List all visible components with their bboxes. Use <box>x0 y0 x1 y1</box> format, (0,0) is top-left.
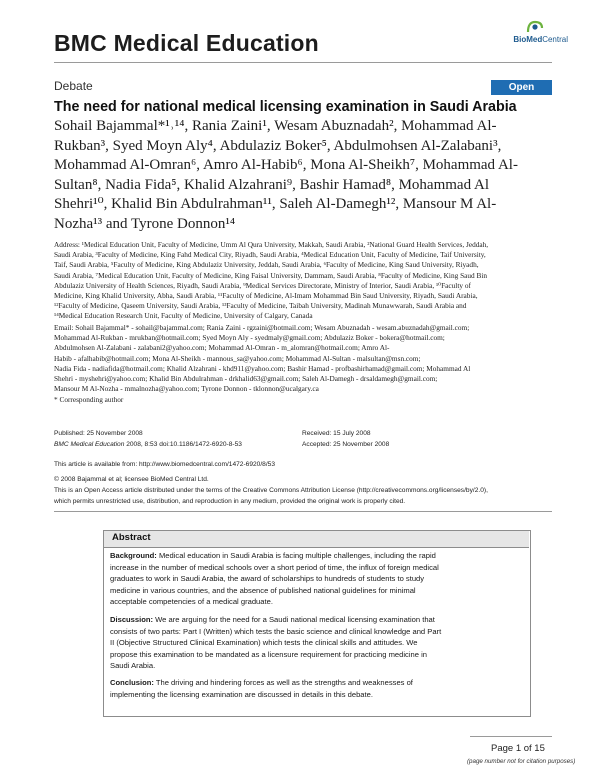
author-line: Nozha¹³ and Tyrone Donnon¹⁴ <box>54 215 236 232</box>
author-line: Sultan⁸, Nadia Fida⁵, Khalid Alzahrani⁹, Bashir Hamad⁸, Mohammad Al <box>54 176 490 193</box>
page-number: Page 1 of 15 <box>491 743 545 754</box>
email-line[interactable]: Mansour M Al-Nozha - mmalnozha@yahoo.com; Tyrone Donnon - tklonnon@ucalgary.ca <box>54 384 319 394</box>
email-line[interactable]: Nadia Fida - nadiafida@hotmail.com; Khalid Alzahrani - khd911@yahoo.com; Bashir Hamad - profbashirhamad@gmail.com; Mohammad Al <box>54 363 471 373</box>
affiliation-line: Saudi Arabia, ³Faculty of Medicine, King Fahd Medical City, Riyadh, Saudi Arabia, ⁴Medical Education Unit, Faculty of Medicine, Taif University, <box>54 250 486 260</box>
abstract-heading: Abstract <box>112 532 151 543</box>
corresponding-author-note: * Corresponding author <box>54 395 124 405</box>
biomed-central-logo <box>498 19 568 51</box>
author-line: Mohammad Al-Omran⁶, Amro Al-Habib⁶, Mona Al-Sheikh⁷, Mohammad Al- <box>54 157 518 174</box>
abstract-line: propose this examination to be mandated as a licensure requirement for practicing medicine in <box>110 649 428 659</box>
affiliation-line: Address: ¹Medical Education Unit, Faculty of Medicine, Umm Al Qura University, Makkah, Saudi Arabia, ²National Guard Health Services, Jeddah, <box>54 240 489 249</box>
email-line[interactable]: Shehri - myshehri@yahoo.com; Khalid Bin Abdulrahman - drkhalid63@gmail.com; Saleh Al-Damegh - drsaldamegh@gmail.com; <box>54 374 438 384</box>
email-line[interactable]: Mohammad Al-Rukban - mrukban@hotmail.com; Syed Moyn Aly - syedmaly@gmail.com; Abdulaziz Boker - bokera@hotmail.com; <box>54 333 445 343</box>
abstract-line: Conclusion: The driving and hindering forces as well as the strengths and weaknesses of <box>110 678 413 687</box>
affiliation-line: Medicine, King Khalid University, Abha, Saudi Arabia, ¹¹Faculty of Medicine, Al-Imam Mohammad Bin Saud University, Riyadh, Saudi Arabia, <box>54 291 478 301</box>
affiliation-line: Taif, Saudi Arabia, ⁵Faculty of Medicine, King Abdulaziz University, Jeddah, Saudi Arabia, ⁶Faculty of Medicine, King Saud University, Riyadh, <box>54 260 479 270</box>
author-emails <box>54 323 554 406</box>
abstract-background <box>110 550 524 608</box>
email-line[interactable]: Abdulmohsen Al-Zalabani - zalabani2@yahoo.com; Mohammad Al-Omran - m_alomran@hotmail.com; Amro Al- <box>54 343 390 353</box>
abstract-line: implementing the licensing examination are discussed in details in this debate. <box>110 689 373 699</box>
abstract-discussion <box>110 614 524 672</box>
email-line[interactable]: Habib - afalhabib@hotmail.com; Mona Al-Sheikh - mannous_sa@yahoo.com; Mohammad Al-Sultan - malsultan@msn.com; <box>54 353 421 363</box>
publication-info <box>54 428 294 450</box>
affiliation-line: ¹²Faculty of Medicine, Qaseem University, Saudi Arabia, ¹³Faculty of Medicine, Taibah University, Madinah Munawwarah, Saudi Arabia and <box>54 301 467 311</box>
copyright-line: © 2008 Bajammal et al; licensee BioMed Central Ltd. <box>54 476 209 483</box>
footer-rule <box>470 736 552 737</box>
abstract-line: II (Objective Structured Clinical Examination) which tests the clinical skills and attitudes. We <box>110 638 418 648</box>
abstract-line: Background: Medical education in Saudi Arabia is facing multiple challenges, including the rapid <box>110 551 436 560</box>
abstract-line: Saudi Arabia. <box>110 661 156 671</box>
license-line: which permits unrestricted use, distribution, and reproduction in any medium, provided the original work is properly cited. <box>54 498 406 505</box>
article-title: The need for national medical licensing examination in Saudi Arabia <box>54 99 517 115</box>
author-line: Rukban³, Syed Moyn Aly⁴, Abdulaziz Boker⁵, Abdulmohsen Al-Zalabani³, <box>54 137 502 154</box>
accepted-date: Accepted: 25 November 2008 <box>302 441 390 448</box>
citation: BMC Medical Education 2008, 8:53 doi:10.1186/1472-6920-8-53 <box>54 441 242 448</box>
published-date: Published: 25 November 2008 <box>54 430 143 437</box>
article-type: Debate <box>54 79 93 93</box>
biomed-logo-text: BioMedCentral <box>513 35 568 44</box>
email-line[interactable]: Email: Sohail Bajammal* - sohail@bajammal.com; Rania Zaini - rgzaini@hotmail.com; Wesam Abuznadah - wesam.abuznadah@gmail.com; <box>54 323 470 332</box>
copyright-notice <box>54 474 488 507</box>
affiliation-line: ¹⁴Medical Education Research Unit, Faculty of Medicine, University of Calgary, Canada <box>54 311 313 321</box>
affiliation-line: Abdulaziz University of Health Sciences, Riyadh, Saudi Arabia, ⁹Medical Services Directorate, Ministry of Interior, Saudi Arabia, ¹⁰Faculty of <box>54 280 471 290</box>
abstract-line: consists of two parts: Part I (Written) which tests the basic science and clinical knowledge and Part <box>110 626 442 636</box>
author-line: Shehri¹⁰, Khalid Bin Abdulrahman¹¹, Saleh Al-Damegh¹², Mansour M Al- <box>54 196 497 213</box>
review-dates <box>302 428 542 450</box>
header-rule <box>54 62 552 63</box>
affiliations <box>54 240 554 322</box>
abstract-line: acceptable competencies of a medical graduate. <box>110 597 273 607</box>
abstract-header <box>104 531 529 548</box>
abstract-line: graduates to work in Saudi Arabia, the award of scholarships to hundreds of students to study <box>110 574 425 584</box>
author-line: Sohail Bajammal*¹˒¹⁴, Rania Zaini¹, Wesam Abuznadah², Mohammad Al- <box>54 118 497 134</box>
open-access-badge[interactable]: Open Access <box>491 80 552 95</box>
received-date: Received: 15 July 2008 <box>302 430 371 437</box>
biomed-logo-icon <box>526 19 544 34</box>
author-list <box>54 117 554 235</box>
page-number-note: (page number not for citation purposes) <box>467 758 576 765</box>
affiliation-line: Saudi Arabia, ⁷Medical Education Unit, Faculty of Medicine, King Faisal University, Dammam, Saudi Arabia, ⁸Faculty of Medicine, King Saud Bin <box>54 270 488 280</box>
abstract-conclusion <box>110 677 524 700</box>
availability-link[interactable]: This article is available from: http://www.biomedcentral.com/1472-6920/8/53 <box>54 461 275 468</box>
abstract-line: increase in the number of medical schools over a short period of time, the influx of foreign medical <box>110 562 439 572</box>
abstract-line: Discussion: We are arguing for the need for a Saudi national medical licensing examination that <box>110 615 435 624</box>
journal-title: BMC Medical Education <box>54 30 319 56</box>
license-line[interactable]: This is an Open Access article distributed under the terms of the Creative Commons Attribution License (http://creativecommons.org/licenses/by/2.0), <box>54 487 488 494</box>
section-rule <box>54 511 552 512</box>
abstract-line: medicine in various countries, and the absence of published national guidelines for minimal <box>110 585 416 595</box>
